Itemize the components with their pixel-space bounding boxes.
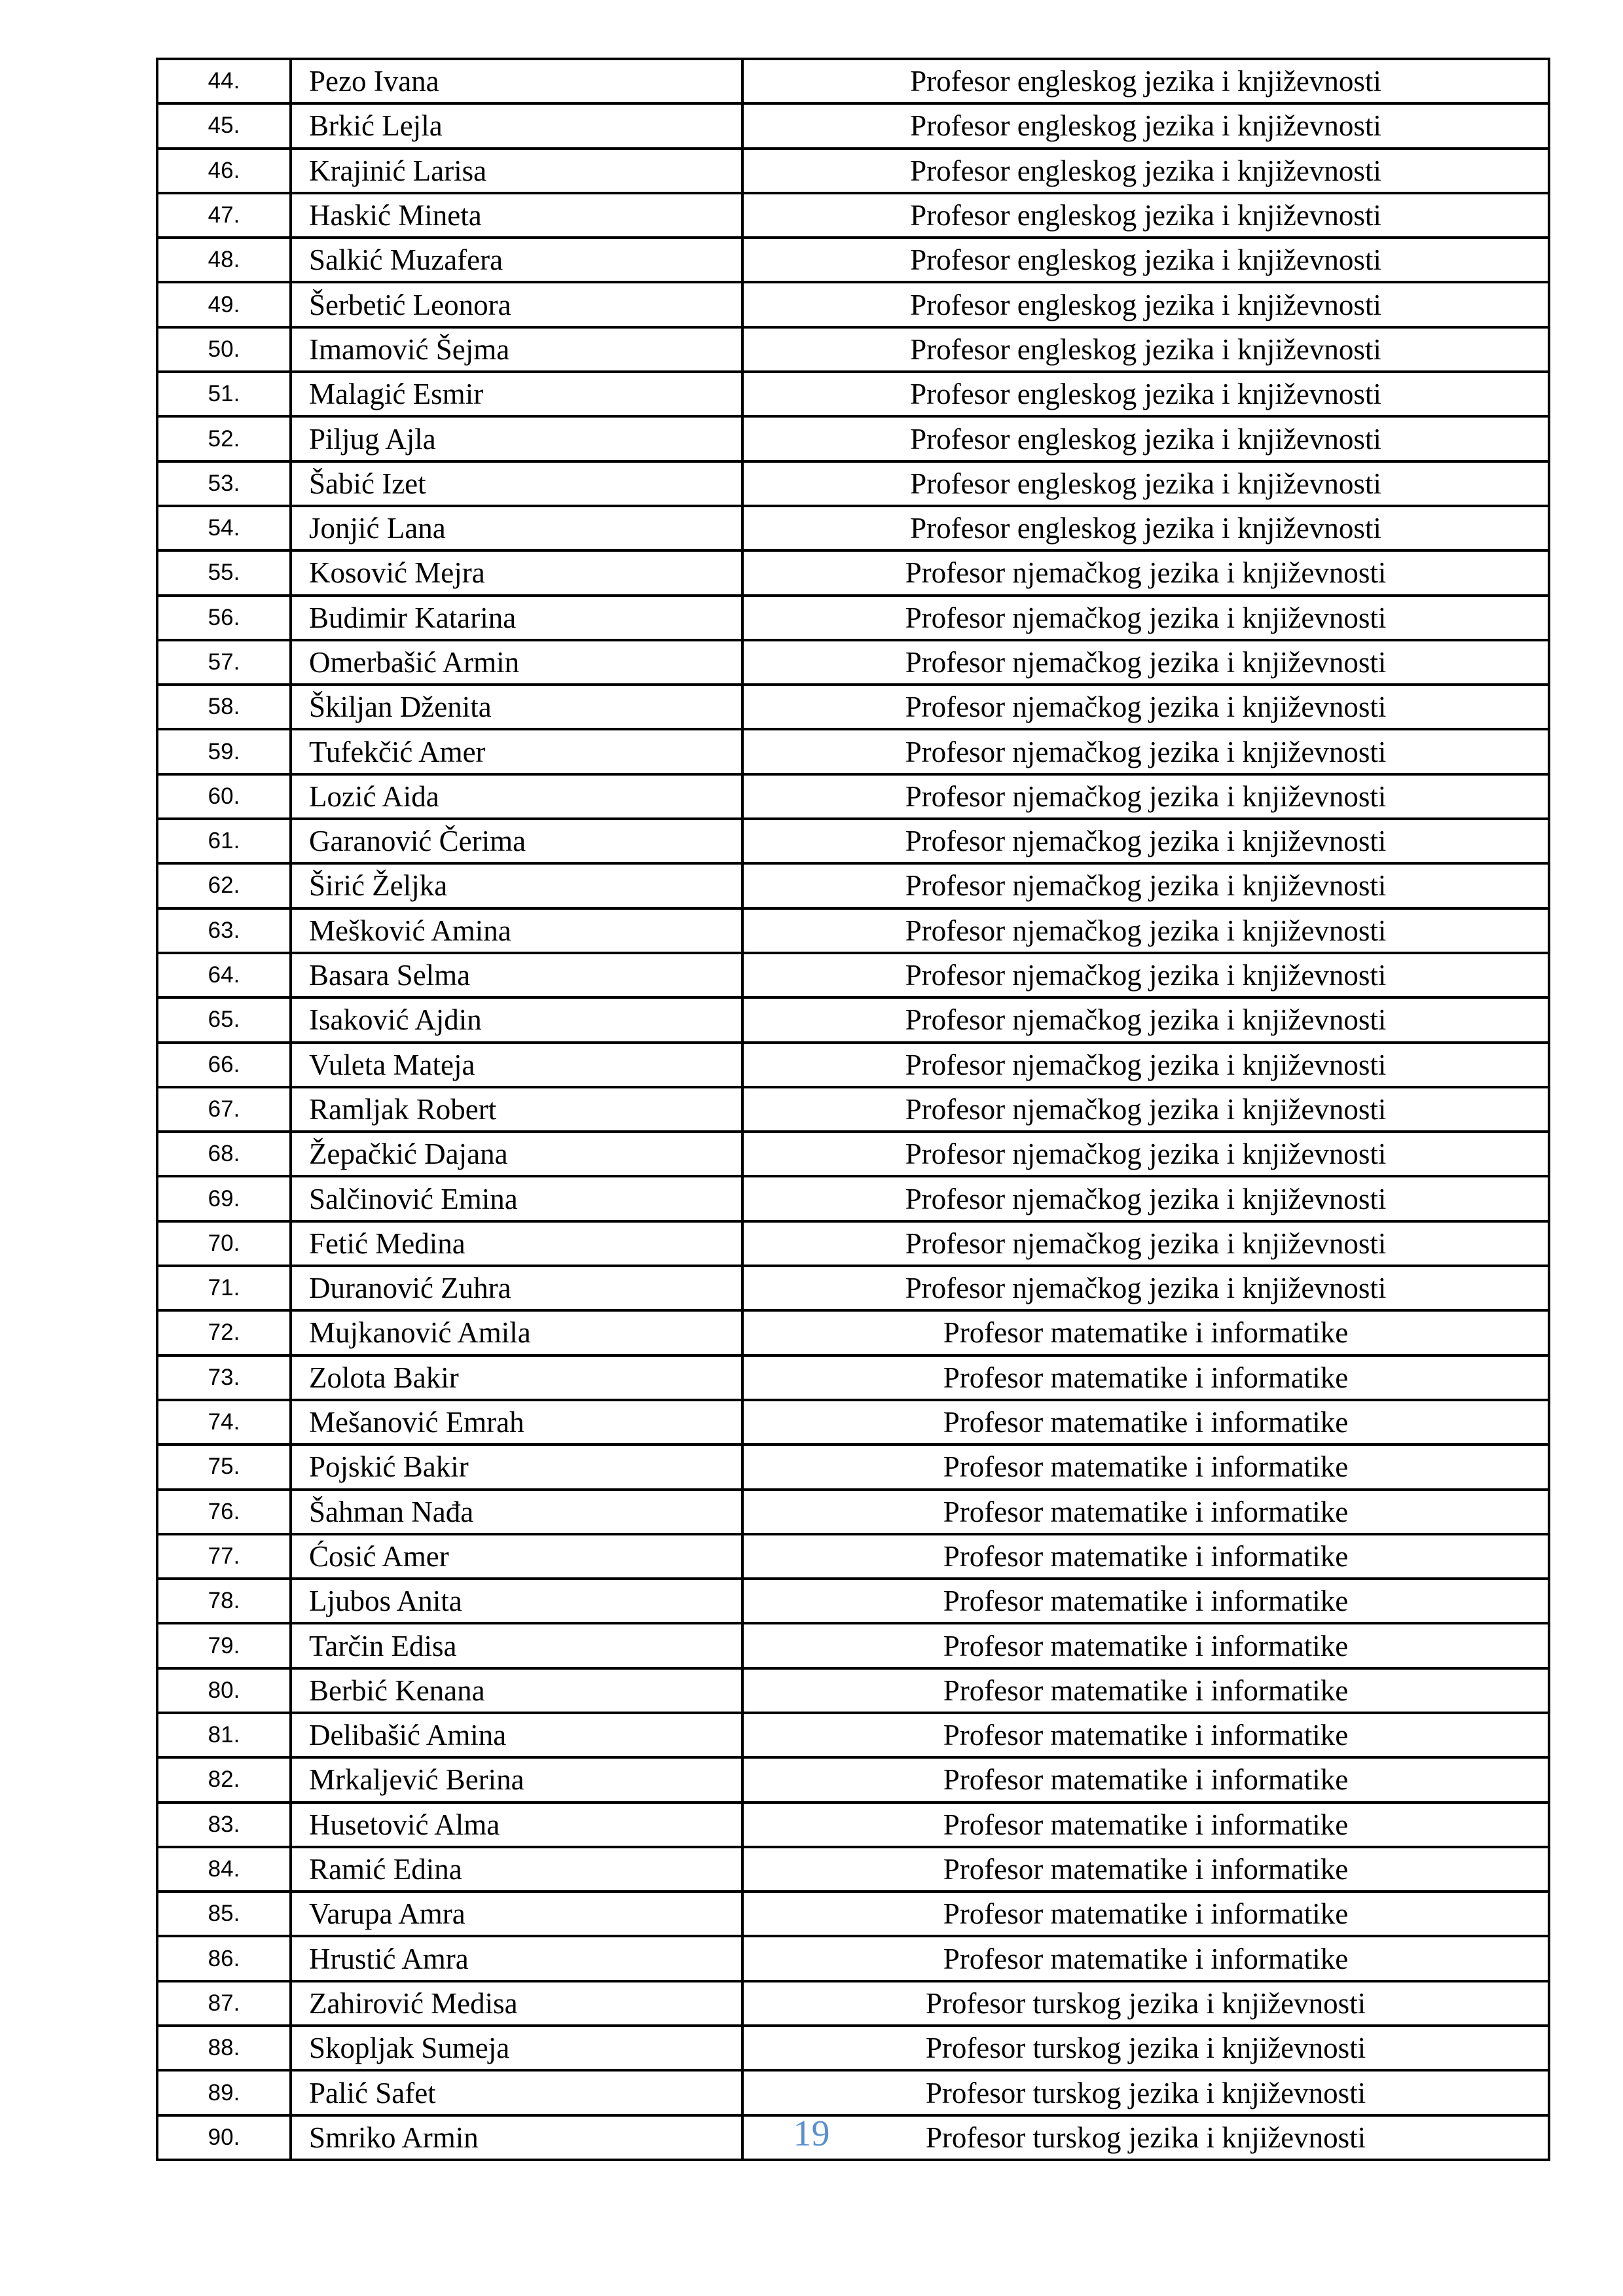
table-row: [157, 1355, 1549, 1400]
name-cell: Skopljak Sumeja: [291, 2026, 742, 2070]
table-row: [157, 103, 1549, 148]
name-cell: Kosović Mejra: [291, 550, 742, 595]
table-row: [157, 1892, 1549, 1936]
table-row: [157, 327, 1549, 372]
profession-cell: Profesor matematike i informatike: [742, 1936, 1549, 1981]
row-number-cell: 49.: [157, 282, 291, 327]
name-cell: Šahman Nađa: [291, 1490, 742, 1534]
profession-cell: Profesor engleskog jezika i književnosti: [742, 149, 1549, 193]
table-row: [157, 1310, 1549, 1355]
row-number-cell: 82.: [157, 1757, 291, 1802]
table-row: [157, 1713, 1549, 1757]
name-cell: Mešanović Emrah: [291, 1400, 742, 1444]
profession-cell: Profesor njemačkog jezika i književnosti: [742, 953, 1549, 997]
profession-cell: Profesor njemačkog jezika i književnosti: [742, 1221, 1549, 1266]
name-cell: Lozić Aida: [291, 774, 742, 819]
table-row: [157, 1847, 1549, 1892]
table-row: [157, 1444, 1549, 1489]
row-number-cell: 48.: [157, 238, 291, 282]
name-cell: Varupa Amra: [291, 1892, 742, 1936]
name-cell: Smriko Armin: [291, 2115, 742, 2160]
name-cell: Mujkanović Amila: [291, 1310, 742, 1355]
row-number-cell: 71.: [157, 1266, 291, 1310]
row-number-cell: 44.: [157, 59, 291, 103]
profession-cell: Profesor engleskog jezika i književnosti: [742, 327, 1549, 372]
table-row: [157, 1043, 1549, 1087]
profession-cell: Profesor matematike i informatike: [742, 1490, 1549, 1534]
row-number-cell: 80.: [157, 1668, 291, 1713]
name-cell: Brkić Lejla: [291, 103, 742, 148]
row-number-cell: 59.: [157, 729, 291, 774]
name-cell: Jonjić Lana: [291, 506, 742, 550]
profession-cell: Profesor engleskog jezika i književnosti: [742, 282, 1549, 327]
name-cell: Pojskić Bakir: [291, 1444, 742, 1489]
row-number-cell: 47.: [157, 193, 291, 238]
row-number-cell: 90.: [157, 2115, 291, 2160]
table-row: [157, 1757, 1549, 1802]
profession-cell: Profesor matematike i informatike: [742, 1757, 1549, 1802]
name-cell: Škiljan Dženita: [291, 685, 742, 729]
table-row: [157, 2070, 1549, 2115]
name-cell: Palić Safet: [291, 2070, 742, 2115]
table-row: [157, 1087, 1549, 1132]
row-number-cell: 52.: [157, 416, 291, 461]
name-cell: Šabić Izet: [291, 461, 742, 506]
row-number-cell: 61.: [157, 819, 291, 863]
name-cell: Salkić Muzafera: [291, 238, 742, 282]
table-row: [157, 1266, 1549, 1310]
page-number: 19: [793, 2113, 830, 2154]
name-cell: Širić Željka: [291, 863, 742, 908]
profession-cell: Profesor engleskog jezika i književnosti: [742, 59, 1549, 103]
table-row: [157, 1936, 1549, 1981]
profession-cell: Profesor njemačkog jezika i književnosti: [742, 863, 1549, 908]
table-row: [157, 1668, 1549, 1713]
row-number-cell: 75.: [157, 1444, 291, 1489]
name-cell: Salčinović Emina: [291, 1176, 742, 1221]
row-number-cell: 76.: [157, 1490, 291, 1534]
profession-cell: Profesor njemačkog jezika i književnosti: [742, 596, 1549, 640]
table-row: [157, 908, 1549, 953]
profession-cell: Profesor njemačkog jezika i književnosti: [742, 1132, 1549, 1176]
row-number-cell: 70.: [157, 1221, 291, 1266]
profession-cell: Profesor matematike i informatike: [742, 1623, 1549, 1668]
profession-cell: Profesor njemačkog jezika i književnosti: [742, 819, 1549, 863]
name-cell: Malagić Esmir: [291, 372, 742, 416]
name-cell: Tufekčić Amer: [291, 729, 742, 774]
table-row: [157, 863, 1549, 908]
name-cell: Omerbašić Armin: [291, 640, 742, 685]
profession-cell: Profesor njemačkog jezika i književnosti: [742, 685, 1549, 729]
profession-cell: Profesor njemačkog jezika i književnosti: [742, 908, 1549, 953]
row-number-cell: 77.: [157, 1534, 291, 1579]
name-cell: Zolota Bakir: [291, 1355, 742, 1400]
name-cell: Hrustić Amra: [291, 1936, 742, 1981]
name-cell: Pezo Ivana: [291, 59, 742, 103]
table-row: [157, 1623, 1549, 1668]
name-cell: Šerbetić Leonora: [291, 282, 742, 327]
profession-cell: Profesor njemačkog jezika i književnosti: [742, 1176, 1549, 1221]
row-number-cell: 66.: [157, 1043, 291, 1087]
row-number-cell: 86.: [157, 1936, 291, 1981]
row-number-cell: 57.: [157, 640, 291, 685]
row-number-cell: 63.: [157, 908, 291, 953]
table-row: [157, 550, 1549, 595]
row-number-cell: 68.: [157, 1132, 291, 1176]
table-row: [157, 149, 1549, 193]
name-cell: Delibašić Amina: [291, 1713, 742, 1757]
row-number-cell: 53.: [157, 461, 291, 506]
row-number-cell: 45.: [157, 103, 291, 148]
table-row: [157, 1803, 1549, 1847]
row-number-cell: 60.: [157, 774, 291, 819]
row-number-cell: 87.: [157, 1981, 291, 2026]
profession-cell: Profesor njemačkog jezika i književnosti: [742, 729, 1549, 774]
name-cell: Ćosić Amer: [291, 1534, 742, 1579]
profession-cell: Profesor njemačkog jezika i književnosti: [742, 1266, 1549, 1310]
table-row: [157, 461, 1549, 506]
profession-cell: Profesor engleskog jezika i književnosti: [742, 416, 1549, 461]
table-row: [157, 193, 1549, 238]
row-number-cell: 74.: [157, 1400, 291, 1444]
name-cell: Vuleta Mateja: [291, 1043, 742, 1087]
profession-cell: Profesor turskog jezika i književnosti: [742, 2115, 1549, 2160]
name-cell: Žepačkić Dajana: [291, 1132, 742, 1176]
table-row: [157, 1534, 1549, 1579]
name-cell: Budimir Katarina: [291, 596, 742, 640]
profession-cell: Profesor turskog jezika i književnosti: [742, 2070, 1549, 2115]
row-number-cell: 84.: [157, 1847, 291, 1892]
table-row: [157, 1176, 1549, 1221]
name-cell: Mrkaljević Berina: [291, 1757, 742, 1802]
row-number-cell: 56.: [157, 596, 291, 640]
profession-cell: Profesor engleskog jezika i književnosti: [742, 193, 1549, 238]
profession-cell: Profesor matematike i informatike: [742, 1355, 1549, 1400]
table-row: [157, 506, 1549, 550]
profession-cell: Profesor matematike i informatike: [742, 1668, 1549, 1713]
profession-cell: Profesor matematike i informatike: [742, 1444, 1549, 1489]
name-cell: Krajinić Larisa: [291, 149, 742, 193]
row-number-cell: 65.: [157, 997, 291, 1042]
name-cell: Zahirović Medisa: [291, 1981, 742, 2026]
name-cell: Isaković Ajdin: [291, 997, 742, 1042]
profession-cell: Profesor matematike i informatike: [742, 1892, 1549, 1936]
row-number-cell: 55.: [157, 550, 291, 595]
table-row: [157, 282, 1549, 327]
name-cell: Ljubos Anita: [291, 1579, 742, 1623]
row-number-cell: 89.: [157, 2070, 291, 2115]
profession-cell: Profesor matematike i informatike: [742, 1310, 1549, 1355]
table-row: [157, 2026, 1549, 2070]
table-row: [157, 238, 1549, 282]
name-cell: Ramić Edina: [291, 1847, 742, 1892]
table-row: [157, 1400, 1549, 1444]
name-cell: Garanović Čerima: [291, 819, 742, 863]
staff-table: [156, 58, 1550, 2161]
profession-cell: Profesor njemačkog jezika i književnosti: [742, 997, 1549, 1042]
row-number-cell: 67.: [157, 1087, 291, 1132]
profession-cell: Profesor njemačkog jezika i književnosti: [742, 640, 1549, 685]
table-row: [157, 596, 1549, 640]
profession-cell: Profesor matematike i informatike: [742, 1579, 1549, 1623]
row-number-cell: 73.: [157, 1355, 291, 1400]
profession-cell: Profesor turskog jezika i književnosti: [742, 1981, 1549, 2026]
name-cell: Mešković Amina: [291, 908, 742, 953]
profession-cell: Profesor engleskog jezika i književnosti: [742, 461, 1549, 506]
row-number-cell: 81.: [157, 1713, 291, 1757]
row-number-cell: 64.: [157, 953, 291, 997]
table-row: [157, 1132, 1549, 1176]
profession-cell: Profesor njemačkog jezika i književnosti: [742, 550, 1549, 595]
row-number-cell: 69.: [157, 1176, 291, 1221]
row-number-cell: 62.: [157, 863, 291, 908]
table-row: [157, 1490, 1549, 1534]
profession-cell: Profesor engleskog jezika i književnosti: [742, 103, 1549, 148]
row-number-cell: 78.: [157, 1579, 291, 1623]
name-cell: Ramljak Robert: [291, 1087, 742, 1132]
name-cell: Duranović Zuhra: [291, 1266, 742, 1310]
table-row: [157, 774, 1549, 819]
profession-cell: Profesor njemačkog jezika i književnosti: [742, 1087, 1549, 1132]
row-number-cell: 83.: [157, 1803, 291, 1847]
profession-cell: Profesor matematike i informatike: [742, 1803, 1549, 1847]
table-row: [157, 953, 1549, 997]
row-number-cell: 54.: [157, 506, 291, 550]
row-number-cell: 58.: [157, 685, 291, 729]
profession-cell: Profesor matematike i informatike: [742, 1400, 1549, 1444]
table-row: [157, 1221, 1549, 1266]
table-row: [157, 1579, 1549, 1623]
row-number-cell: 88.: [157, 2026, 291, 2070]
profession-cell: Profesor engleskog jezika i književnosti: [742, 372, 1549, 416]
profession-cell: Profesor matematike i informatike: [742, 1847, 1549, 1892]
profession-cell: Profesor turskog jezika i književnosti: [742, 2026, 1549, 2070]
profession-cell: Profesor engleskog jezika i književnosti: [742, 506, 1549, 550]
name-cell: Fetić Medina: [291, 1221, 742, 1266]
profession-cell: Profesor njemačkog jezika i književnosti: [742, 1043, 1549, 1087]
row-number-cell: 50.: [157, 327, 291, 372]
row-number-cell: 79.: [157, 1623, 291, 1668]
table-row: [157, 729, 1549, 774]
table-row: [157, 640, 1549, 685]
name-cell: Imamović Šejma: [291, 327, 742, 372]
row-number-cell: 51.: [157, 372, 291, 416]
table-row: [157, 685, 1549, 729]
profession-cell: Profesor engleskog jezika i književnosti: [742, 238, 1549, 282]
table-row: [157, 416, 1549, 461]
table-row: [157, 372, 1549, 416]
table-row: [157, 59, 1549, 103]
row-number-cell: 85.: [157, 1892, 291, 1936]
table-row: [157, 1981, 1549, 2026]
name-cell: Berbić Kenana: [291, 1668, 742, 1713]
name-cell: Haskić Mineta: [291, 193, 742, 238]
profession-cell: Profesor njemačkog jezika i književnosti: [742, 774, 1549, 819]
name-cell: Basara Selma: [291, 953, 742, 997]
profession-cell: Profesor matematike i informatike: [742, 1534, 1549, 1579]
name-cell: Tarčin Edisa: [291, 1623, 742, 1668]
staff-table-body: [157, 59, 1549, 2160]
profession-cell: Profesor matematike i informatike: [742, 1713, 1549, 1757]
name-cell: Husetović Alma: [291, 1803, 742, 1847]
table-row: [157, 819, 1549, 863]
name-cell: Piljug Ajla: [291, 416, 742, 461]
table-row: [157, 997, 1549, 1042]
row-number-cell: 46.: [157, 149, 291, 193]
row-number-cell: 72.: [157, 1310, 291, 1355]
